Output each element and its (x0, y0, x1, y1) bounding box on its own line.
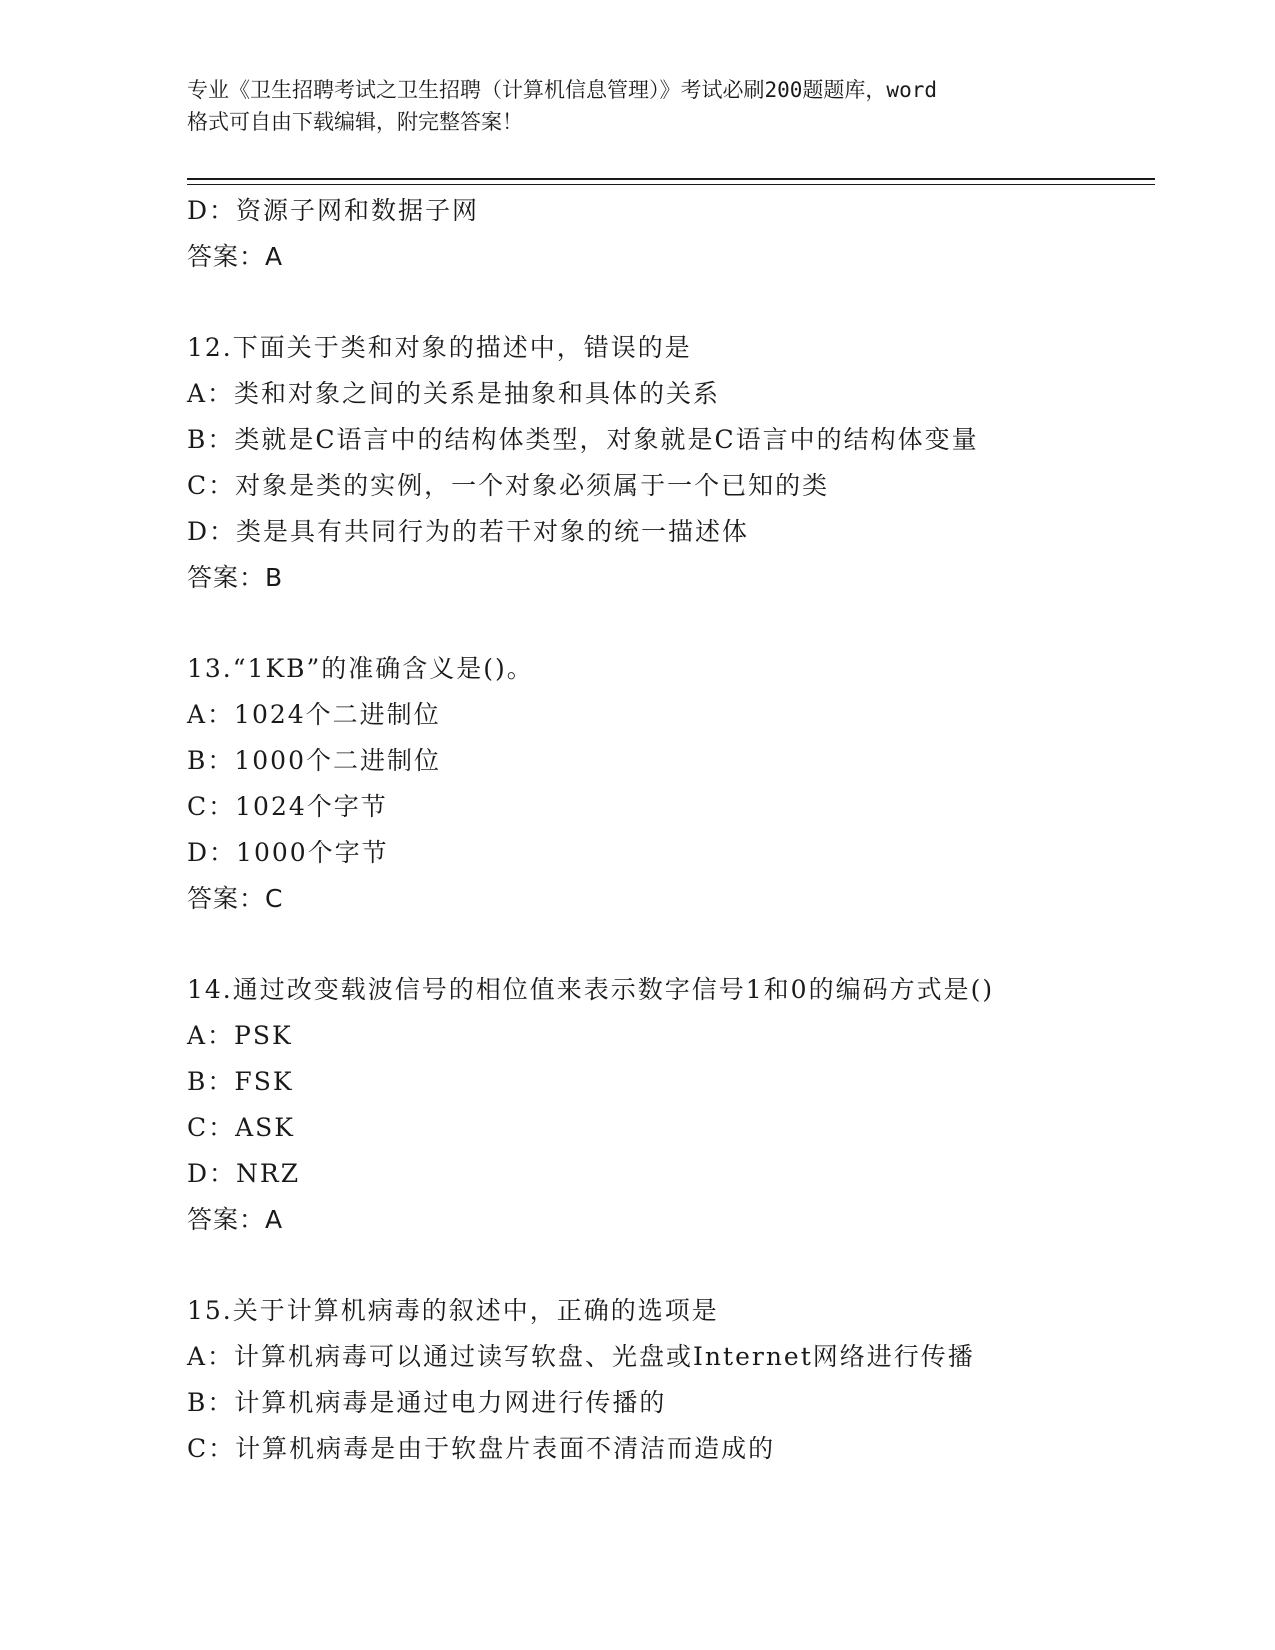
question-stem: 14.通过改变载波信号的相位值来表示数字信号1和0的编码方式是() (187, 975, 995, 1004)
header-line-1: 专业《卫生招聘考试之卫生招聘（计算机信息管理）》考试必刷200题题库，word (187, 78, 937, 102)
option-c: C：1024个字节 (187, 792, 388, 821)
header-rule-thick (187, 178, 1155, 180)
option-d: D：NRZ (187, 1159, 301, 1188)
option-d: D：类是具有共同行为的若干对象的统一描述体 (187, 517, 750, 546)
option-b: B：类就是C语言中的结构体类型，对象就是C语言中的结构体变量 (187, 425, 979, 454)
answer: 答案：A (187, 242, 284, 271)
question-15 (187, 1288, 1147, 1472)
option-a: A：计算机病毒可以通过读写软盘、光盘或Internet网络进行传播 (187, 1342, 975, 1371)
option-c: C：计算机病毒是由于软盘片表面不清洁而造成的 (187, 1434, 776, 1463)
option-a: A：类和对象之间的关系是抽象和具体的关系 (187, 379, 721, 408)
question-14 (187, 967, 1147, 1243)
option-a: A：1024个二进制位 (187, 700, 441, 729)
question-13 (187, 646, 1147, 922)
option-c: C：对象是类的实例，一个对象必须属于一个已知的类 (187, 471, 830, 500)
option-d: D：1000个字节 (187, 838, 389, 867)
answer: 答案：C (187, 884, 284, 913)
question-12 (187, 325, 1147, 601)
answer: 答案：B (187, 563, 284, 592)
document-header (187, 74, 1087, 138)
spacer (187, 280, 1147, 325)
question-content (187, 188, 1147, 1472)
option-a: A：PSK (187, 1021, 293, 1050)
option-b: B：FSK (187, 1067, 294, 1096)
question-stem: 13.“1KB”的准确含义是()。 (187, 654, 534, 683)
option-b: B：计算机病毒是通过电力网进行传播的 (187, 1388, 667, 1417)
header-rule-thin (187, 184, 1155, 185)
question-stem: 15.关于计算机病毒的叙述中，正确的选项是 (187, 1296, 719, 1325)
question-stem: 12.下面关于类和对象的描述中，错误的是 (187, 333, 692, 362)
spacer (187, 922, 1147, 967)
option-d: D：资源子网和数据子网 (187, 196, 480, 225)
option-b: B：1000个二进制位 (187, 746, 441, 775)
option-c: C：ASK (187, 1113, 295, 1142)
answer: 答案：A (187, 1205, 284, 1234)
spacer (187, 1243, 1147, 1288)
header-line-2: 格式可自由下载编辑，附完整答案！ (187, 110, 523, 134)
spacer (187, 601, 1147, 646)
